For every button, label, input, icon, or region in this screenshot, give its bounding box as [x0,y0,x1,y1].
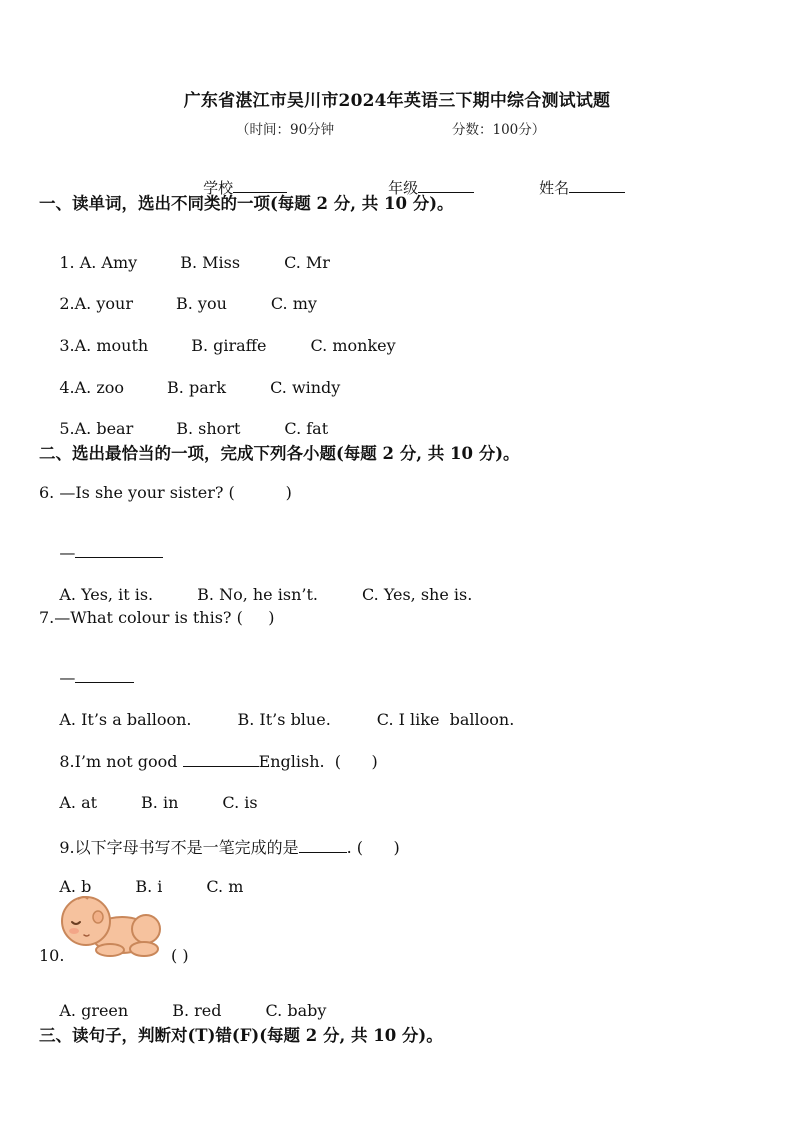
option-c[interactable]: C. baby [265,1001,327,1020]
name-label: 姓名 [539,179,570,197]
option-c[interactable]: C. Yes, she is. [361,585,473,604]
name-blank[interactable] [569,178,625,193]
option-a[interactable]: A. It’s a balloon. [59,710,192,729]
option-b[interactable]: B. red [172,1001,222,1020]
question-10-number: 10. [39,946,65,965]
stem-text: English. ( ) [258,752,378,771]
section2-heading: 二、选出最恰当的一项，完成下列各小题(每题 2 分, 共 10 分)。 [39,444,520,463]
option-c[interactable]: C. windy [270,378,341,397]
answer-blank[interactable] [299,838,347,853]
question-number: 5. [59,419,75,438]
option-a[interactable]: A. bear [74,419,134,438]
option-c[interactable]: C. fat [284,419,329,438]
stem-text: 8.I’m not good [59,752,183,771]
option-b[interactable]: B. i [135,877,163,896]
option-b[interactable]: B. park [167,378,227,397]
option-b[interactable]: B. short [176,419,241,438]
option-b[interactable]: B. Miss [180,253,241,272]
question-number: 1. [59,253,80,272]
option-c[interactable]: C. Mr [284,253,330,272]
exam-score: 分数：100分） [452,122,546,138]
question-7-stem: 7.—What colour is this? ( ) [39,608,275,627]
question-6-stem: 6. —Is she your sister? ( ) [39,483,292,502]
stem-text: . ( ) [346,838,400,857]
option-a[interactable]: A. green [59,1001,129,1020]
option-a[interactable]: A. Yes, it is. [59,585,154,604]
exam-title: 广东省湛江市吴川市2024年英语三下期中综合测试试题 [183,91,611,111]
sleeping-baby-icon [58,895,166,959]
option-b[interactable]: B. It’s blue. [237,710,331,729]
dash: — [59,668,76,687]
option-c[interactable]: C. m [206,877,244,896]
option-c[interactable]: C. my [270,294,317,313]
option-c[interactable]: C. I like balloon. [376,710,515,729]
name-field [520,159,625,216]
option-a[interactable]: A. at [59,793,98,812]
exam-time: （时间：90分钟 [236,122,335,138]
stem-text: 9.以下字母书写不是一笔完成的是 [59,838,299,857]
question-number: 4. [59,378,75,397]
question-10-paren: ( ) [171,946,189,965]
option-a[interactable]: A. mouth [74,336,149,355]
option-b[interactable]: B. in [141,793,179,812]
option-c[interactable]: C. is [222,793,258,812]
grade-label: 年级 [388,179,419,197]
option-b[interactable]: B. No, he isn’t. [197,585,318,604]
option-a[interactable]: A. Amy [79,253,138,272]
option-b[interactable]: B. giraffe [191,336,267,355]
section1-heading: 一、读单词，选出不同类的一项(每题 2 分, 共 10 分)。 [39,194,454,213]
question-number: 2. [59,294,75,313]
option-c[interactable]: C. monkey [310,336,396,355]
option-b[interactable]: B. you [175,294,227,313]
dash: — [59,543,76,562]
option-a[interactable]: A. your [74,294,133,313]
answer-blank[interactable] [75,668,134,683]
option-a[interactable]: A. zoo [74,378,125,397]
question-number: 3. [59,336,75,355]
option-a[interactable]: A. b [59,877,92,896]
section3-heading: 三、读句子，判断对(T)错(F)(每题 2 分, 共 10 分)。 [39,1026,443,1045]
answer-blank[interactable] [75,543,163,558]
answer-blank[interactable] [183,752,259,767]
school-label: 学校 [203,179,234,197]
